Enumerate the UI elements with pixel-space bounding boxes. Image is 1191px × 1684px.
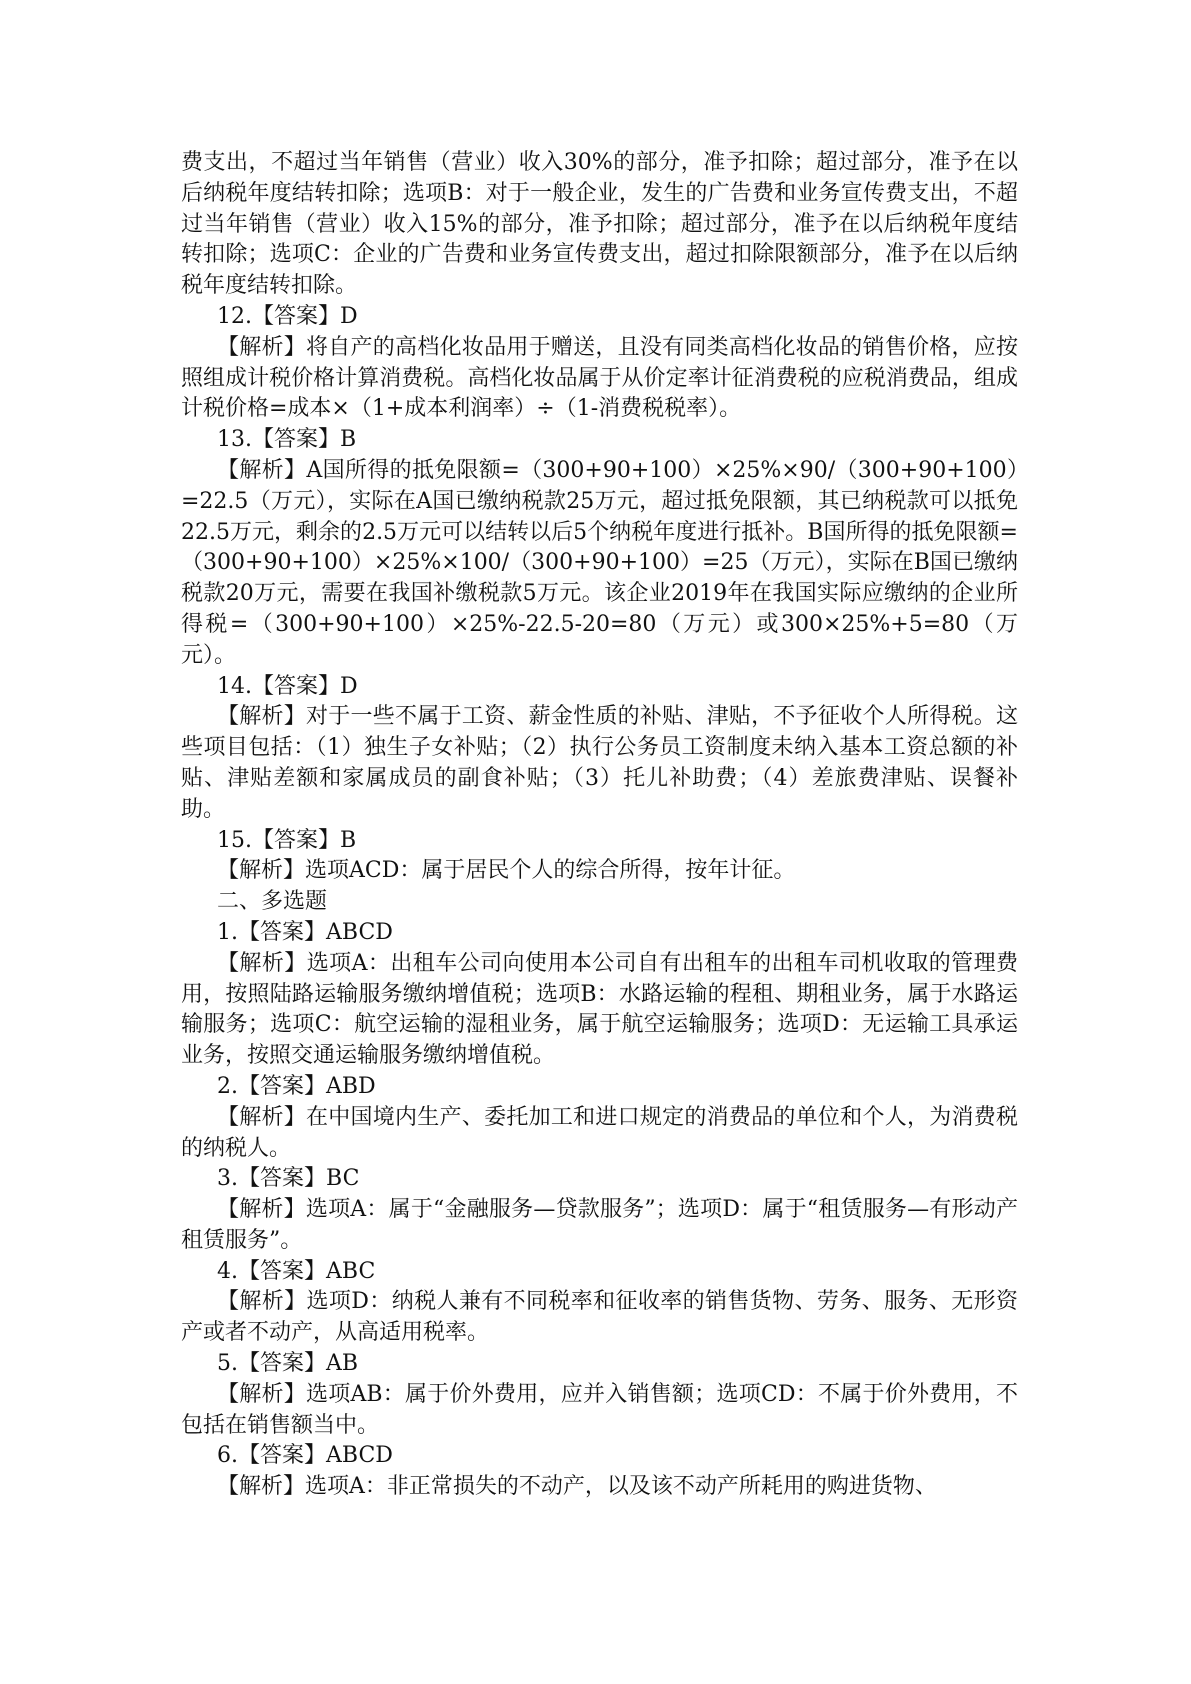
analysis-m1: 【解析】选项A：出租车公司向使用本公司自有出租车的出租车司机收取的管理费用，按照陆路运输服务缴纳增值税；选项B：水路运输的程租、期租业务，属于水路运输服务；选项C：航空运输的湿租业务，属于航空运输服务；选项D：无运输工具承运业务，按照交通运输服务缴纳增值税。 (181, 950, 1018, 1069)
section-heading-multiple-choice: 二、多选题 (217, 889, 328, 915)
answer-13: 13.【答案】B (217, 427, 357, 453)
answer-m4: 4.【答案】ABC (217, 1258, 376, 1284)
paragraph-continued: 费支出，不超过当年销售（营业）收入30%的部分，准予扣除；超过部分，准予在以后纳税年度结转扣除；选项B：对于一般企业，发生的广告费和业务宣传费支出，不超过当年销售（营业）收入15%的部分，准予扣除；超过部分，准予在以后纳税年度结转扣除；选项C：企业的广告费和业务宣传费支出，超过扣除限额部分，准予在以后纳税年度结转扣除。 (181, 150, 1018, 299)
analysis-15: 【解析】选项ACD：属于居民个人的综合所得，按年计征。 (217, 858, 796, 884)
analysis-m5: 【解析】选项AB：属于价外费用，应并入销售额；选项CD：不属于价外费用，不包括在销售额当中。 (181, 1381, 1018, 1438)
answer-m6: 6.【答案】ABCD (217, 1443, 393, 1469)
analysis-m6: 【解析】选项A：非正常损失的不动产，以及该不动产所耗用的购进货物、 (217, 1474, 937, 1500)
answer-m1: 1.【答案】ABCD (217, 919, 393, 945)
answer-14: 14.【答案】D (217, 673, 358, 699)
analysis-m4: 【解析】选项D：纳税人兼有不同税率和征收率的销售货物、劳务、服务、无形资产或者不动产，从高适用税率。 (181, 1289, 1018, 1346)
answer-15: 15.【答案】B (217, 827, 357, 853)
analysis-m2: 【解析】在中国境内生产、委托加工和进口规定的消费品的单位和个人，为消费税的纳税人。 (181, 1104, 1018, 1161)
analysis-m3: 【解析】选项A：属于“金融服务—贷款服务”；选项D：属于“租赁服务—有形动产租赁服务”。 (181, 1197, 1018, 1253)
document-body (181, 148, 1018, 1503)
answer-12: 12.【答案】D (217, 303, 358, 329)
analysis-12: 【解析】将自产的高档化妆品用于赠送，且没有同类高档化妆品的销售价格，应按照组成计税价格计算消费税。高档化妆品属于从价定率计征消费税的应税消费品，组成计税价格=成本×（1+成本利润率）÷（1-消费税税率）。 (181, 334, 1018, 422)
answer-m5: 5.【答案】AB (217, 1351, 359, 1377)
answer-m2: 2.【答案】ABD (217, 1073, 376, 1099)
analysis-13: 【解析】A国所得的抵免限额=（300+90+100）×25%×90/（300+90+100）=22.5（万元），实际在A国已缴纳税款25万元，超过抵免限额，其已纳税款可以抵免22.5万元，剩余的2.5万元可以结转以后5个纳税年度进行抵补。B国所得的抵免限额=（300+90+100）×25%×100/（300+90+100）=25（万元），实际在B国已缴纳税款20万元，需要在我国补缴税款5万元。该企业2019年在我国实际应缴纳的企业所得税=（300+90+100）×25%-22.5-20=80（万元）或300×25%+5=80（万元）。 (181, 457, 1018, 668)
answer-m3: 3.【答案】BC (217, 1166, 360, 1192)
analysis-14: 【解析】对于一些不属于工资、薪金性质的补贴、津贴，不予征收个人所得税。这些项目包括：（1）独生子女补贴；（2）执行公务员工资制度未纳入基本工资总额的补贴、津贴差额和家属成员的副食补贴；（3）托儿补助费；（4）差旅费津贴、误餐补助。 (181, 704, 1018, 822)
